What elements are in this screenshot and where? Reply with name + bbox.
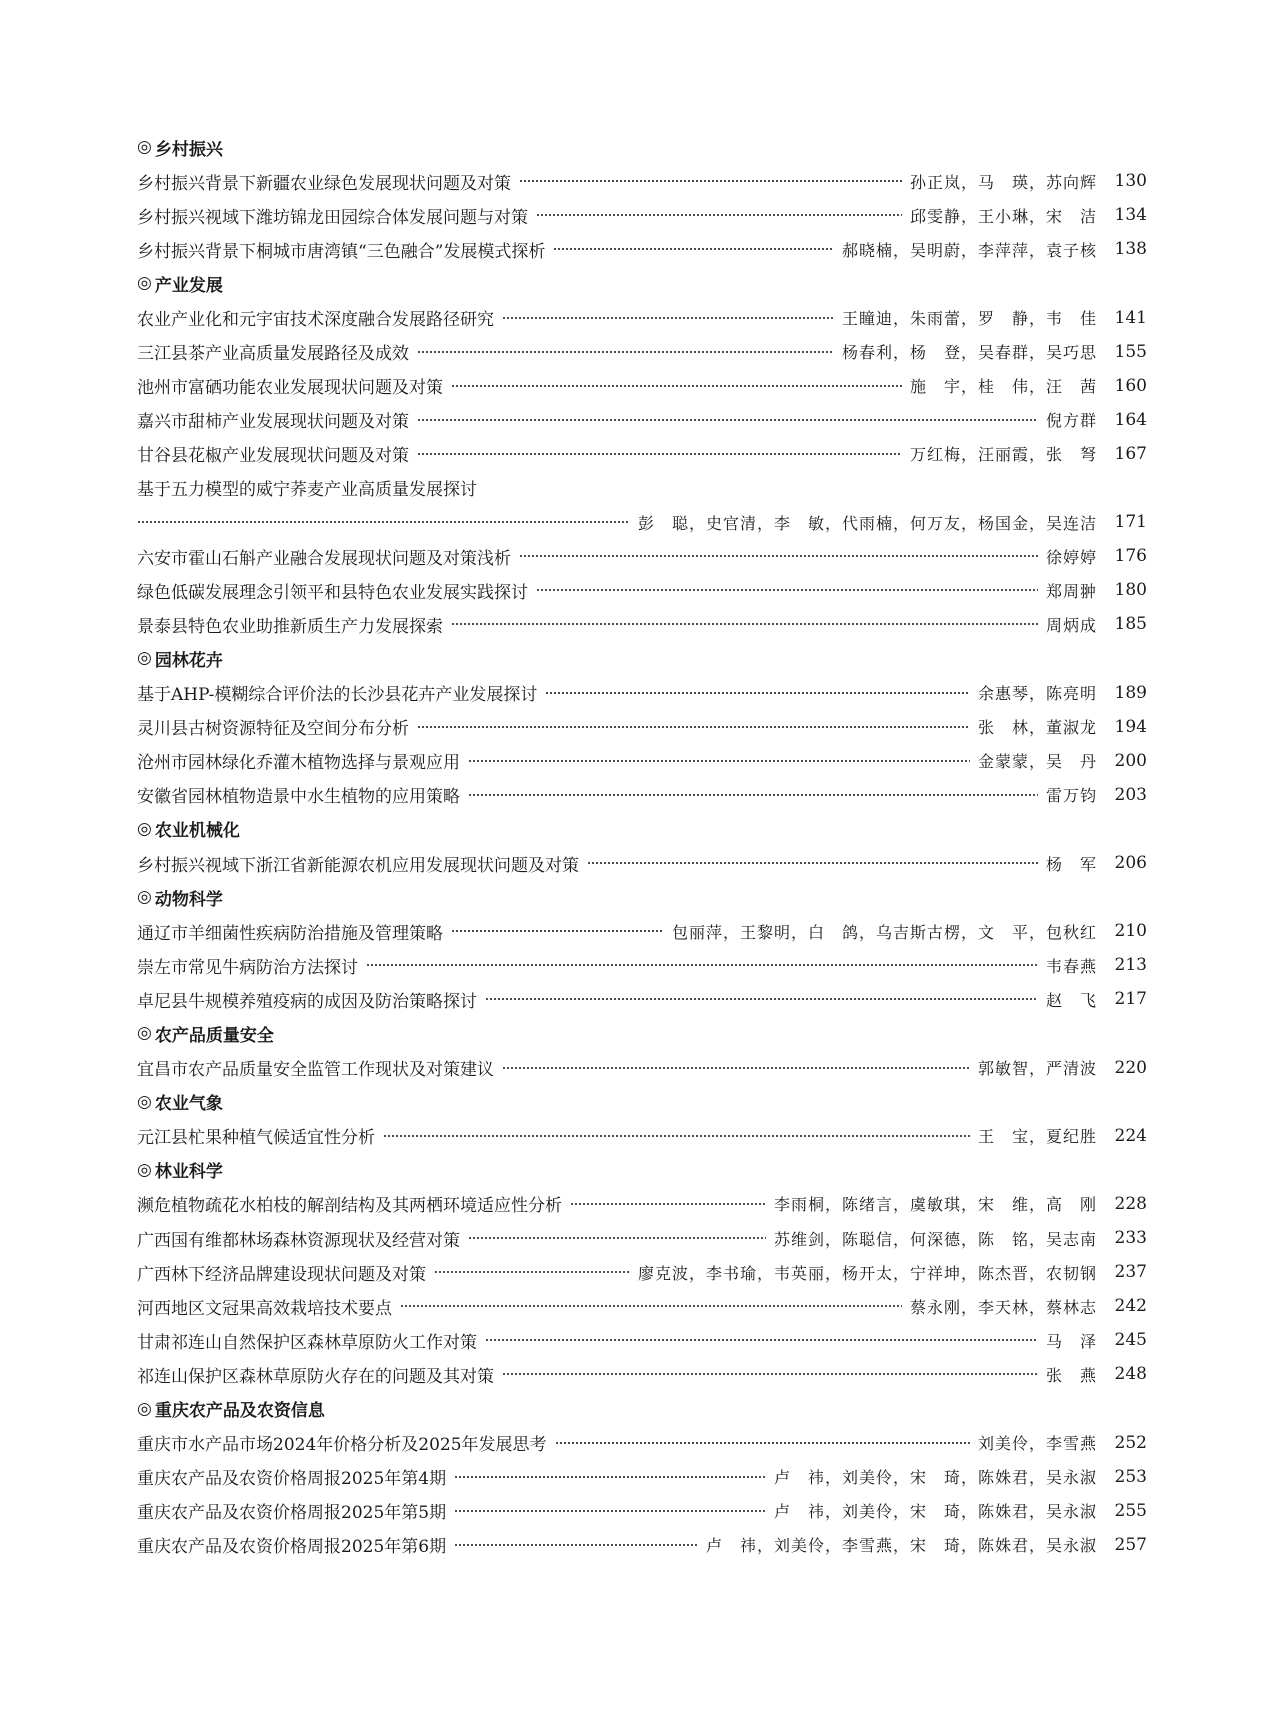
entry-title: 甘谷县花椒产业发展现状问题及对策: [137, 446, 409, 467]
entry-page-number: 167: [1114, 443, 1147, 464]
entry-authors: 卢 祎，刘美伶，宋 琦，陈姝君，吴永淑: [773, 1502, 1097, 1522]
entry-authors: 赵 飞: [1045, 990, 1097, 1010]
entry-title: 乡村振兴视域下潍坊锦龙田园综合体发展问题与对策: [137, 207, 528, 228]
section-label: 产业发展: [154, 275, 223, 296]
entry-title: 沧州市园林绿化乔灌木植物选择与景观应用: [137, 753, 460, 774]
entry-authors: 刘美伶，李雪燕: [977, 1434, 1097, 1454]
section-label: 农业气象: [154, 1094, 223, 1115]
dot-leader: [451, 384, 902, 388]
section-heading: [137, 1085, 1147, 1119]
entry-title: 重庆市水产品市场2024年价格分析及2025年发展思考: [137, 1435, 547, 1456]
toc-entry[interactable]: [137, 676, 1147, 710]
section-heading: [137, 1153, 1147, 1187]
toc-entry[interactable]: [137, 505, 1147, 539]
section-heading: [137, 130, 1147, 164]
toc-entry[interactable]: [137, 607, 1147, 641]
entry-page-number: 217: [1114, 989, 1147, 1010]
entry-page-number: 220: [1114, 1057, 1147, 1078]
entry-title: 卓尼县牛规模养殖疫病的成因及防治策略探讨: [137, 991, 477, 1012]
entry-authors: 韦春燕: [1045, 956, 1097, 976]
dot-leader: [454, 1509, 766, 1513]
toc-entry[interactable]: [137, 573, 1147, 607]
dot-leader: [383, 1134, 970, 1138]
entry-page-number: 180: [1114, 580, 1147, 601]
entry-title: 景泰县特色农业助推新质生产力发展探索: [137, 616, 443, 637]
toc-entry[interactable]: [137, 300, 1147, 334]
entry-authors: 邱雯静，王小琳，宋 洁: [909, 206, 1097, 226]
toc-entry[interactable]: [137, 1051, 1147, 1085]
section-label: 乡村振兴: [154, 139, 223, 160]
entry-authors: 卢 祎，刘美伶，宋 琦，陈姝君，吴永淑: [773, 1468, 1097, 1488]
dot-leader: [468, 1236, 766, 1240]
toc-entry[interactable]: [137, 982, 1147, 1016]
entry-authors: 廖克波，李书瑜，韦英丽，杨开太，宁祥坤，陈杰晋，农韧钢: [637, 1263, 1097, 1283]
toc-entry[interactable]: [137, 471, 1147, 505]
dot-leader: [485, 1338, 1038, 1342]
entry-page-number: 203: [1114, 784, 1147, 805]
section-bullet-icon: ◎: [137, 137, 152, 158]
dot-leader: [468, 793, 1038, 797]
dot-leader: [366, 963, 1038, 967]
entry-authors: 万红梅，汪丽霞，张 弩: [909, 445, 1097, 465]
entry-title: 宜昌市农产品质量安全监管工作现状及对策建议: [137, 1060, 494, 1081]
entry-title: 基于五力模型的威宁荞麦产业高质量发展探讨: [137, 480, 477, 501]
entry-title: 绿色低碳发展理念引领平和县特色农业发展实践探讨: [137, 582, 528, 603]
entry-title: 通辽市羊细菌性疾病防治措施及管理策略: [137, 923, 443, 944]
entry-page-number: 237: [1114, 1262, 1147, 1283]
entry-title: 重庆农产品及农资价格周报2025年第5期: [137, 1503, 447, 1524]
dot-leader: [417, 725, 970, 729]
section-label: 重庆农产品及农资信息: [154, 1401, 325, 1422]
section-bullet-icon: ◎: [137, 1023, 152, 1044]
dot-leader: [545, 691, 970, 695]
entry-page-number: 171: [1114, 512, 1147, 533]
dot-leader: [570, 1202, 766, 1206]
entry-authors: 王瞳迪，朱雨蕾，罗 静，韦 佳: [841, 309, 1097, 329]
toc-entry[interactable]: [137, 1255, 1147, 1289]
dot-leader: [400, 1304, 902, 1308]
toc-entry[interactable]: [137, 744, 1147, 778]
entry-page-number: 155: [1114, 341, 1147, 362]
entry-authors: 余惠琴，陈亮明: [977, 684, 1097, 704]
entry-authors: 周炳成: [1045, 615, 1097, 635]
entry-page-number: 189: [1114, 682, 1147, 703]
entry-page-number: 213: [1114, 955, 1147, 976]
section-heading: [137, 1391, 1147, 1425]
entry-authors: 孙正岚，马 瑛，苏向辉: [909, 172, 1097, 192]
toc-entry[interactable]: [137, 232, 1147, 266]
dot-leader: [417, 350, 834, 354]
entry-page-number: 245: [1114, 1330, 1147, 1351]
entry-page-number: 130: [1114, 171, 1147, 192]
entry-authors: 雷万钧: [1045, 786, 1097, 806]
section-heading: [137, 812, 1147, 846]
entry-authors: 彭 聪，史官清，李 敏，代雨楠，何万友，杨国金，吴连洁: [637, 513, 1097, 533]
entry-title: 河西地区文冠果高效栽培技术要点: [137, 1298, 392, 1319]
dot-leader: [454, 1543, 698, 1547]
entry-authors: 金蒙蒙，吴 丹: [977, 752, 1097, 772]
toc-entry[interactable]: [137, 1357, 1147, 1391]
section-bullet-icon: ◎: [137, 1091, 152, 1112]
toc-entry[interactable]: [137, 369, 1147, 403]
toc-entry[interactable]: [137, 1494, 1147, 1528]
dot-leader: [451, 929, 664, 933]
entry-title: 濒危植物疏花水柏枝的解剖结构及其两栖环境适应性分析: [137, 1196, 562, 1217]
toc-entry[interactable]: [137, 914, 1147, 948]
section-label: 农业机械化: [154, 821, 240, 842]
toc-entry[interactable]: [137, 1323, 1147, 1357]
toc-entry[interactable]: [137, 198, 1147, 232]
entry-page-number: 164: [1114, 409, 1147, 430]
entry-authors: 苏维剑，陈聪信，何深德，陈 铭，吴志南: [773, 1229, 1097, 1249]
toc-entry[interactable]: [137, 164, 1147, 198]
entry-title: 嘉兴市甜柿产业发展现状问题及对策: [137, 412, 409, 433]
entry-page-number: 233: [1114, 1228, 1147, 1249]
entry-title: 重庆农产品及农资价格周报2025年第4期: [137, 1469, 447, 1490]
section-bullet-icon: ◎: [137, 1398, 152, 1419]
entry-page-number: 200: [1114, 750, 1147, 771]
entry-page-number: 210: [1114, 921, 1147, 942]
dot-leader: [417, 452, 902, 456]
entry-authors: 王 宝，夏纪胜: [977, 1127, 1097, 1147]
entry-title: 安徽省园林植物造景中水生植物的应用策略: [137, 787, 460, 808]
entry-authors: 张 燕: [1045, 1365, 1097, 1385]
dot-leader: [468, 759, 970, 763]
entry-title: 祁连山保护区森林草原防火存在的问题及其对策: [137, 1366, 494, 1387]
toc-entry[interactable]: [137, 846, 1147, 880]
entry-authors: 张 林，董淑龙: [977, 718, 1097, 738]
entry-authors: 徐婷婷: [1045, 547, 1097, 567]
dot-leader: [502, 1066, 970, 1070]
entry-page-number: 242: [1114, 1296, 1147, 1317]
dot-leader: [451, 622, 1038, 626]
toc-entry[interactable]: [137, 778, 1147, 812]
entry-page-number: 255: [1114, 1500, 1147, 1521]
dot-leader: [519, 179, 902, 183]
dot-leader: [555, 1441, 970, 1445]
toc-entry[interactable]: [137, 1187, 1147, 1221]
entry-title: 乡村振兴背景下新疆农业绿色发展现状问题及对策: [137, 173, 511, 194]
entry-title: 池州市富硒功能农业发展现状问题及对策: [137, 378, 443, 399]
toc-entry[interactable]: [137, 710, 1147, 744]
section-heading: [137, 880, 1147, 914]
section-heading: [137, 641, 1147, 675]
entry-page-number: 253: [1114, 1466, 1147, 1487]
entry-page-number: 224: [1114, 1125, 1147, 1146]
entry-title: 基于AHP-模糊综合评价法的长沙县花卉产业发展探讨: [137, 685, 538, 706]
section-bullet-icon: ◎: [137, 818, 152, 839]
entry-title: 三江县茶产业高质量发展路径及成效: [137, 344, 409, 365]
dot-leader: [536, 213, 902, 217]
entry-title: 元江县杧果种植气候适宜性分析: [137, 1128, 375, 1149]
entry-authors: 杨春利，杨 登，吴春群，吴巧思: [841, 343, 1097, 363]
section-bullet-icon: ◎: [137, 887, 152, 908]
entry-title: 乡村振兴背景下桐城市唐湾镇“三色融合”发展模式探析: [137, 241, 546, 262]
dot-leader: [417, 418, 1038, 422]
section-heading: [137, 266, 1147, 300]
entry-authors: 倪方群: [1045, 411, 1097, 431]
toc-entry[interactable]: [137, 1221, 1147, 1255]
dot-leader: [434, 1270, 630, 1274]
toc-entry[interactable]: [137, 539, 1147, 573]
entry-page-number: 252: [1114, 1432, 1147, 1453]
entry-page-number: 160: [1114, 375, 1147, 396]
toc-entry[interactable]: [137, 335, 1147, 369]
section-bullet-icon: ◎: [137, 648, 152, 669]
entry-page-number: 206: [1114, 853, 1147, 874]
toc-entry[interactable]: [137, 1528, 1147, 1562]
section-label: 园林花卉: [154, 650, 223, 671]
section-bullet-icon: ◎: [137, 1159, 152, 1180]
entry-page-number: 138: [1114, 239, 1147, 260]
section-label: 动物科学: [154, 889, 223, 910]
entry-authors: 包丽萍，王黎明，白 鸽，乌吉斯古楞，文 平，包秋红: [671, 922, 1097, 942]
dot-leader: [587, 861, 1038, 865]
table-of-contents: [137, 130, 1147, 1562]
entry-page-number: 194: [1114, 716, 1147, 737]
entry-authors: 郑周翀: [1045, 581, 1097, 601]
entry-title: 广西国有维都林场森林资源现状及经营对策: [137, 1230, 460, 1251]
toc-entry[interactable]: [137, 403, 1147, 437]
dot-leader: [137, 520, 630, 524]
entry-authors: 杨 军: [1045, 854, 1097, 874]
entry-authors: 蔡永刚，李天林，蔡林志: [909, 1297, 1097, 1317]
dot-leader: [502, 1372, 1038, 1376]
entry-title: 六安市霍山石斛产业融合发展现状问题及对策浅析: [137, 548, 511, 569]
entry-title: 广西林下经济品牌建设现状问题及对策: [137, 1264, 426, 1285]
section-label: 林业科学: [154, 1162, 223, 1183]
entry-page-number: 228: [1114, 1193, 1147, 1214]
entry-page-number: 141: [1114, 307, 1147, 328]
dot-leader: [485, 997, 1038, 1001]
entry-title: 甘肃祁连山自然保护区森林草原防火工作对策: [137, 1332, 477, 1353]
entry-authors: 施 宇，桂 伟，汪 茜: [909, 377, 1097, 397]
entry-title: 崇左市常见牛病防治方法探讨: [137, 957, 358, 978]
entry-title: 乡村振兴视域下浙江省新能源农机应用发展现状问题及对策: [137, 855, 579, 876]
entry-authors: 郭敏智，严清波: [977, 1059, 1097, 1079]
entry-authors: 马 泽: [1045, 1331, 1097, 1351]
entry-authors: 卢 祎，刘美伶，李雪燕，宋 琦，陈姝君，吴永淑: [705, 1536, 1097, 1556]
dot-leader: [519, 554, 1038, 558]
toc-entry[interactable]: [137, 437, 1147, 471]
section-label: 农产品质量安全: [154, 1025, 274, 1046]
toc-entry[interactable]: [137, 948, 1147, 982]
entry-page-number: 185: [1114, 614, 1147, 635]
section-bullet-icon: ◎: [137, 273, 152, 294]
entry-authors: 李雨桐，陈绪言，虞敏琪，宋 维，高 刚: [773, 1195, 1097, 1215]
entry-page-number: 257: [1114, 1534, 1147, 1555]
entry-page-number: 134: [1114, 205, 1147, 226]
entry-title: 灵川县古树资源特征及空间分布分析: [137, 719, 409, 740]
dot-leader: [502, 316, 834, 320]
toc-entry[interactable]: [137, 1119, 1147, 1153]
entry-page-number: 176: [1114, 546, 1147, 567]
toc-entry[interactable]: [137, 1426, 1147, 1460]
dot-leader: [536, 588, 1038, 592]
entry-page-number: 248: [1114, 1364, 1147, 1385]
dot-leader: [553, 247, 834, 251]
entry-title: 重庆农产品及农资价格周报2025年第6期: [137, 1537, 447, 1558]
section-heading: [137, 1016, 1147, 1050]
entry-title: 农业产业化和元宇宙技术深度融合发展路径研究: [137, 310, 494, 331]
entry-authors: 郝晓楠，吴明蔚，李萍萍，袁子核: [841, 240, 1097, 260]
toc-entry[interactable]: [137, 1460, 1147, 1494]
toc-entry[interactable]: [137, 1289, 1147, 1323]
dot-leader: [454, 1475, 766, 1479]
